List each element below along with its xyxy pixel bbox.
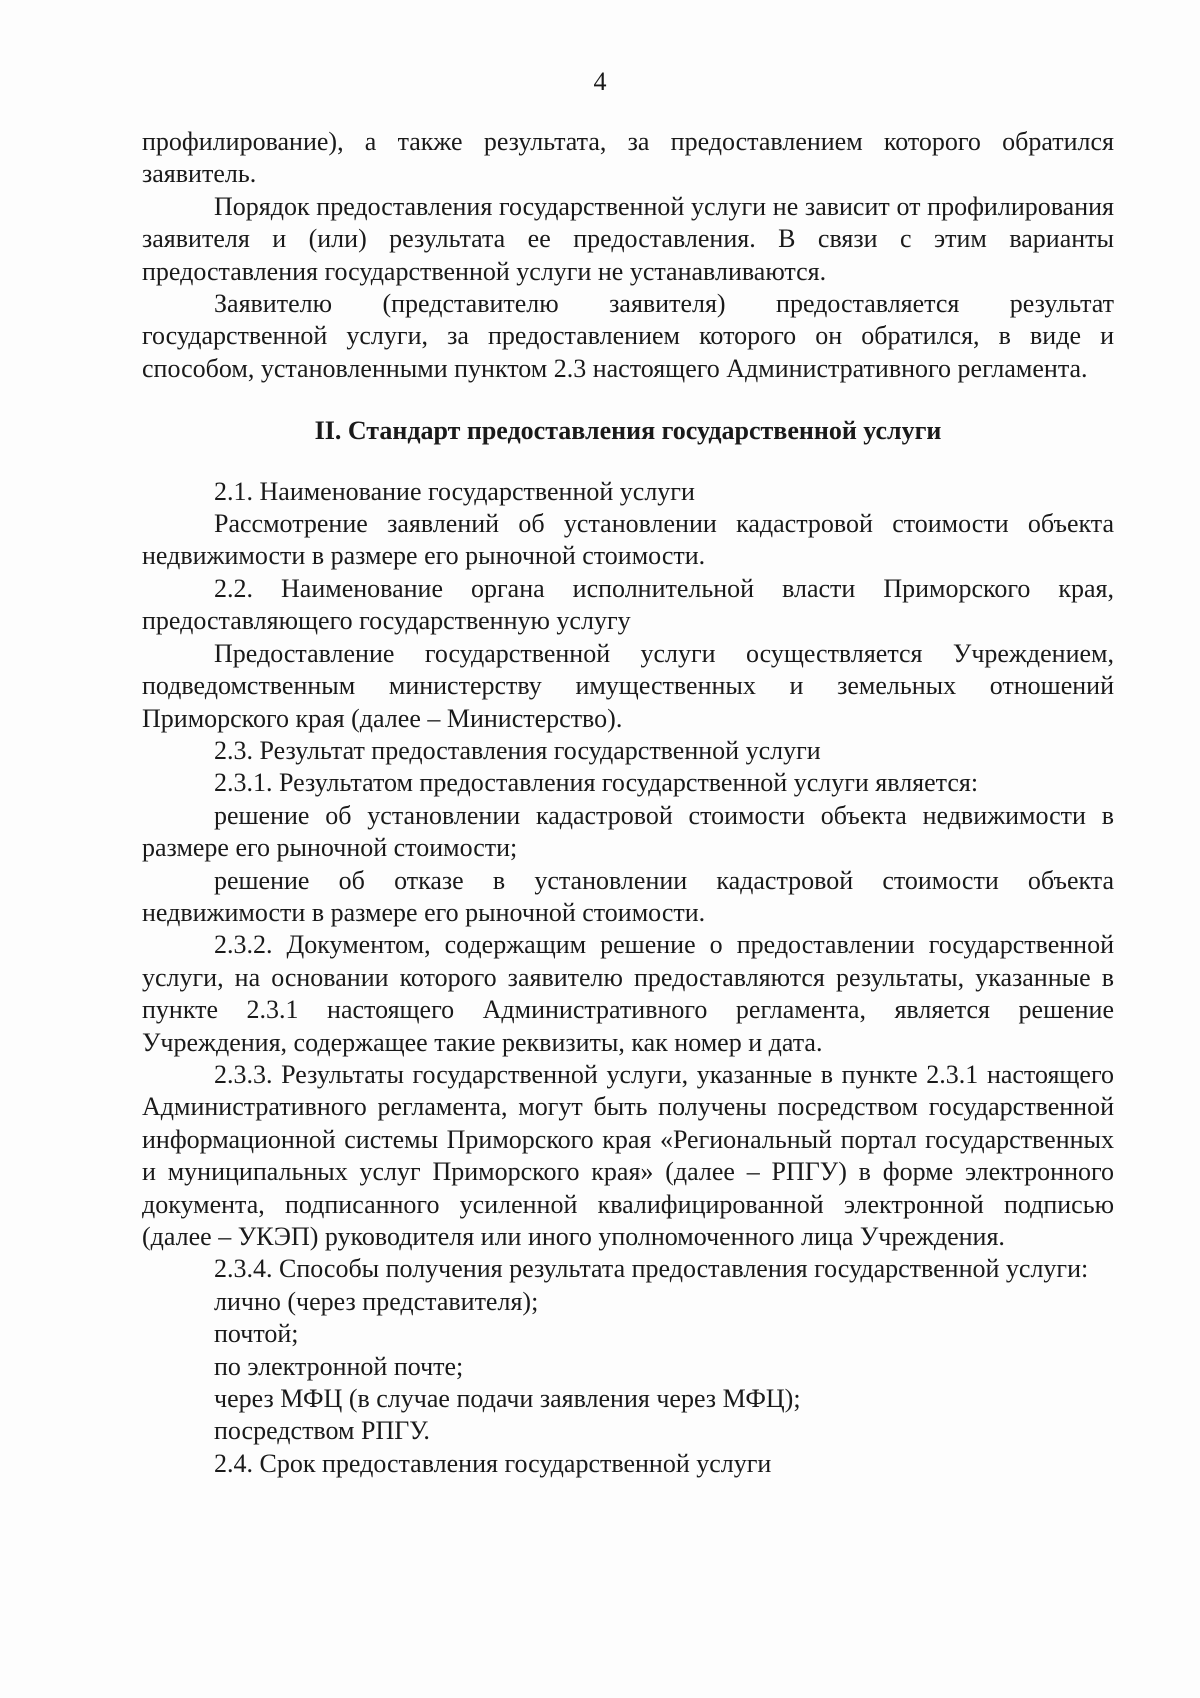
method-list-item: посредством РПГУ. [214,1416,430,1446]
paragraph-procedure: Порядок предоставления государственной услуги не зависит от профилирования заявителя и (или) результата ее предоставления. В связи с этим варианты предоставления государственной услуги не устанавливаются. [142,191,1114,286]
clause-2-3-1: 2.3.1. Результатом предоставления государственной услуги является: [214,768,979,798]
method-list-item: через МФЦ (в случае подачи заявления через МФЦ); [214,1384,801,1414]
clause-2-2-text: Предоставление государственной услуги осуществляется Учреждением, подведомственным министерству имущественных и земельных отношений Приморского края (далее – Министерство). [142,638,1114,733]
document-body [142,126,1114,1480]
clause-2-3-2: 2.3.2. Документом, содержащим решение о предоставлении государственной услуги, на основании которого заявителю предоставляются результаты, указанные в пункте 2.3.1 настоящего Административного регламента, является решение Учреждения, содержащее такие реквизиты, как номер и дата. [142,930,1114,1057]
clause-2-2-title: 2.2. Наименование органа исполнительной власти Приморского края, предоставляющего государственную услугу [142,573,1114,636]
clause-2-1-text: Рассмотрение заявлений об установлении кадастровой стоимости объекта недвижимости в размере его рыночной стоимости. [142,509,1114,571]
method-list-item: по электронной почте; [214,1351,464,1381]
clause-2-1-title: 2.1. Наименование государственной услуги [214,476,695,506]
page-number: 4 [593,67,607,96]
result-option-refusal: решение об отказе в установлении кадастровой стоимости объекта недвижимости в размере его рыночной стоимости. [142,865,1114,927]
clause-2-4-title: 2.4. Срок предоставления государственной услуги [214,1448,772,1478]
clause-2-3-3: 2.3.3. Результаты государственной услуги, указанные в пункте 2.3.1 настоящего Административного регламента, могут быть получены посредством государственной информационной системы Приморского края «Региональный портал государственных и муниципальных услуг Приморского края» (далее – РПГУ) в форме электронного документа, подписанного усиленной квалифицированной электронной подписью (далее – УКЭП) руководителя или иного уполномоченного лица Учреждения. [142,1059,1114,1251]
clause-2-3-title: 2.3. Результат предоставления государственной услуги [214,735,821,765]
paragraph-continuation: профилирование), а также результата, за предоставлением которого обратился заявитель. [142,127,1114,189]
method-list-item: лично (через представителя); [214,1286,539,1316]
section-heading: II. Стандарт предоставления государственной услуги [314,416,942,446]
clause-2-3-4: 2.3.4. Способы получения результата предоставления государственной услуги: [214,1254,1089,1284]
paragraph-applicant-result: Заявителю (представителю заявителя) предоставляется результат государственной услуги, за предоставлением которого он обратился, в виде и способом, установленными пунктом 2.3 настоящего Административного регламента. [142,289,1114,383]
result-option-approval: решение об установлении кадастровой стоимости объекта недвижимости в размере его рыночной стоимости; [142,800,1114,863]
method-list-item: почтой; [214,1319,299,1349]
